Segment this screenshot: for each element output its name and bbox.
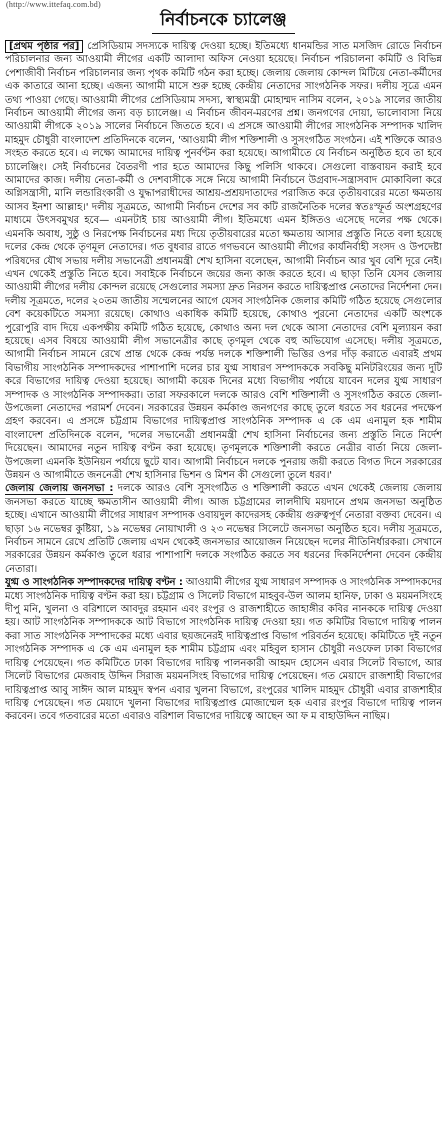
headline-container [0, 10, 447, 34]
headline: নির্বাচনকে চ্যালেঞ্জ [152, 10, 294, 34]
subheading-responsibilities: যুগ্ম ও সাংগঠনিক সম্পাদকদের দায়িত্ব বণ্টন : [5, 577, 183, 589]
source-url: (http://www.ittefaq.com.bd) [6, 0, 101, 9]
paragraph-2 [5, 482, 442, 576]
paragraph-1-text: প্রেসিডিয়াম সদস্যকে দায়িত্ব দেওয়া হচ্ছে। ইতিমধ্যে ধানমন্ডির সাত মসজিদ রোডে নির্বাচন পরিচালনার জন্য আওয়ামী লীগের একটি আলাদা অফিস নেওয়া হয়েছে। নির্বাচন পরিচালনা কমিটি ও বিভিন্ন পেশাজীবী নির্বাচন পরিচালনার জন্য পৃথক কমিটি গঠন করা হচ্ছে। জেলায় জেলায় কোন্দল মিটিয়ে নেতা-কর্মীদের এক কাতারে আনা হচ্ছে। এজন্য আগামী মাসে শুরু হচ্ছে কেন্দ্রীয় নেতাদের সাংগঠনিক সফর। দলীয় সূত্রে এমন তথ্য পাওয়া গেছে। আওয়ামী লীগের প্রেসিডিয়াম সদস্য, স্বাস্থ্যমন্ত্রী মোহাম্মদ নাসিম বলেন, ২০১৯ সালের জাতীয় নির্বাচন আওয়ামী লীগের জন্য বড় চ্যালেঞ্জ। এ নির্বাচন জীবন-মরণের প্রশ্ন। জনগণের দোয়া, ভালোবাসা নিয়ে আওয়ামী লীগকে ২০১৯ সালের নির্বাচনে জিততে হবে। এ প্রসঙ্গে আওয়ামী লীগের সাংগঠনিক সম্পাদক খালিদ মাহমুদ চৌধুরী বাংলাদেশ প্রতিদিনকে বলেন, 'আওয়ামী লীগ শক্তিশালী ও সুসংগঠিত সংগঠন। এই শক্তিকে আরও সংহত করতে হবে। এ লক্ষ্যে আমাদের দায়িত্ব পুনর্বণ্টন করা হয়েছে। আগামীতে যে নির্বাচন অনুষ্ঠিত হবে তা হবে চ্যালেঞ্জিং। সেই নির্বাচনের বৈতরণী পার হতে আমাদের কিছু পলিসি থাকবে। সেগুলো বাস্তবায়ন করাই হবে আমাদের কাজ। দলীয় নেতা-কর্মী ও দেশবাসীকে সঙ্গে নিয়ে আগামী নির্বাচনে উগ্রবাদ-সন্ত্রাসবাদ মোকাবিলা করে অগ্নিসন্ত্রাসী, মানি লন্ডারিংকারী ও যুদ্ধাপরাধীদের আশ্রয়-প্রশ্রয়দাতাদের পরাজিত করে তৃতীয়বারের মতো ক্ষমতায় আসব ইনশা আল্লাহ।' দলীয় সূত্রমতে, আগামী নির্বাচন দেশের সব কটি রাজনৈতিক দলের স্বতঃস্ফূর্ত অংশগ্রহণের মাধ্যমে উৎসবমুখর হবে— এমনটাই চায় আওয়ামী লীগ। ইতিমধ্যে এমন ইঙ্গিতও এসেছে দলের পক্ষ থেকে। এমনকি অবাধ, সুষ্ঠু ও নিরপেক্ষ নির্বাচনের মধ্য দিয়ে তৃতীয়বারের মতো ক্ষমতায় আসার প্রস্তুতি নিতে বলা হয়েছে দলের কেন্দ্র থেকে তৃণমূল নেতাদের। গত বুধবার রাতে গণভবনে আওয়ামী লীগের কার্যনির্বাহী সংসদ ও উপদেষ্টা পরিষদের যৌথ সভায় দলীয় সভানেত্রী প্রধানমন্ত্রী শেখ হাসিনা বলেছেন, আগামী নির্বাচন আর খুব বেশি দূরে নেই। এখন থেকেই প্রস্তুতি নিতে হবে। সবাইকে নির্বাচনে জয়ের জন্য কাজ করতে হবে। এ ছাড়া তিনি যেসব জেলায় আওয়ামী লীগের দলীয় কোন্দল রয়েছে সেগুলোর সমস্যা দ্রুত নিরসন করতে দায়িত্বপ্রাপ্ত নেতাদের নির্দেশনা দেন। দলীয় সূত্রমতে, দলের ২০তম জাতীয় সম্মেলনের আগে যেসব সাংগঠনিক জেলার কমিটি গঠিত হয়েছে সেগুলোর বেশ কয়েকটিতে সমস্যা রয়েছে। কোথাও একাধিক কমিটি হয়েছে, কোথাও পুরনো নেতাদের একটি অংশকে পুরোপুরি বাদ দিয়ে একপক্ষীয় কমিটি গঠিত হয়েছে, কোথাও অন্য দল থেকে আসা নেতাদের বেশি মূল্যায়ন করা হয়েছে। এসব বিষয়ে আওয়ামী লীগ সভানেত্রীর কাছে তৃণমূল থেকে বহু অভিযোগ এসেছে। দলীয় সূত্রমতে, আগামী নির্বাচন সামনে রেখে প্রান্ত থেকে কেন্দ্র পর্যন্ত দলকে শক্তিশালী ভিত্তির ওপর দাঁড় করাতে এবারই প্রথম বিভাগীয় সাংগঠনিক সম্পাদকদের পাশাপাশি দলের চার যুগ্ম সাধারণ সম্পাদককে সবকিছু মনিটরিংয়ের জন্য দুটি করে বিভাগের দায়িত্ব দেওয়া হয়েছে। আগামী কয়েক দিনের মধ্যে বিভাগীয় পর্যায়ে যাবেন দলের যুগ্ম সাধারণ সম্পাদক ও সাংগঠনিক সম্পাদকরা। তারা সফরকালে দলকে আরও বেশি শক্তিশালী ও সুসংগঠিত করতে জেলা-উপজেলা নেতাদের পরামর্শ দেবেন। সরকারের উন্নয়ন কর্মকাণ্ড জনগণের কাছে তুলে ধরতে সব ধরনের পদক্ষেপ গ্রহণ করবেন। এ প্রসঙ্গে চট্টগ্রাম বিভাগের দায়িত্বপ্রাপ্ত সাংগঠনিক সম্পাদক এ কে এম এনামুল হক শামীম বাংলাদেশ প্রতিদিনকে বলেন, 'দলের সভানেত্রী প্রধানমন্ত্রী শেখ হাসিনা নির্বাচনের জন্য প্রস্তুতি নিতে নির্দেশ দিয়েছেন। আমাদের নতুন দায়িত্ব বণ্টন করা হয়েছে। তৃণমূলকে শক্তিশালী করতে নেত্রীর বার্তা নিয়ে জেলা-উপজেলা এমনকি ইউনিয়ন পর্যায়ে ছুটে যাব। আগামী নির্বাচনে দলকে পুনরায় জয়ী করতে বিগত দিনে সরকারের উন্নয়ন ও আগামীতে জননেত্রী শেখ হাসিনার ভিশন ও মিশন কী সেগুলো তুলে ধরব।' [5, 41, 442, 481]
paragraph-3-text: আওয়ামী লীগের যুগ্ম সাধারণ সম্পাদক ও সাংগঠনিক সম্পাদকদের মধ্যে সাংগঠনিক দায়িত্ব বণ্টন করা হয়। চট্টগ্রাম ও সিলেট বিভাগে মাহবুব-উল আলম হানিফ, ঢাকা ও ময়মনসিংহে দীপু মনি, খুলনা ও বরিশালে আবদুর রহমান এবং রংপুর ও রাজশাহীতে জাহাঙ্গীর কবির নানককে দায়িত্ব দেওয়া হয়। আট সাংগঠনিক সম্পাদককে আট বিভাগে সাংগঠনিক দায়িত্ব দেওয়া হয়। গত কমিটির বিভাগে দায়িত্ব পালন করা সাত সাংগঠনিক সম্পাদকের মধ্যে এবার ছয়জনেরই দায়িত্বপ্রাপ্ত বিভাগ পরিবর্তন হয়েছে। কমিটিতে দুই নতুন সাংগঠনিক সম্পাদক এ কে এম এনামুল হক শামীম চট্টগ্রাম এবং মহিবুল হাসান চৌধুরী নওফেল ঢাকা বিভাগের দায়িত্ব পেয়েছেন। গত কমিটিতে ঢাকা বিভাগের দায়িত্ব পালনকারী আহমদ হোসেন এবার সিলেট বিভাগে, আর সিলেট বিভাগের মেজবাহ উদ্দিন সিরাজ ময়মনসিংহ বিভাগের দায়িত্ব পেয়েছেন। গত মেয়াদে রাজশাহী বিভাগের দায়িত্বপ্রাপ্ত আবু সাঈদ আল মাহমুদ স্বপন এবার খুলনা বিভাগে, রংপুরের খালিদ মাহমুদ চৌধুরী এবার রাজশাহীর দায়িত্ব পেয়েছেন। গত মেয়াদে খুলনা বিভাগের দায়িত্বপ্রাপ্ত মোজাম্মেল হক এবার রংপুর বিভাগে দায়িত্ব পালন করবেন। তবে গতবারের মতো এবারও বরিশাল বিভাগের দায়িত্বে আছেন আ ফ ম বাহাউদ্দিন নাছিম। [5, 577, 442, 723]
article-body [5, 40, 442, 1130]
paragraph-2-text: দলকে আরও বেশি সুসংগঠিত ও শক্তিশালী করতে এখন থেকেই জেলায় জেলায় জনসভা করতে যাচ্ছে ক্ষমতাসীন আওয়ামী লীগ। আজ চট্টগ্রামের লালদীঘি ময়দানে প্রথম জনসভা অনুষ্ঠিত হচ্ছে। এখানে আওয়ামী লীগের সাধারণ সম্পাদক ওবায়দুল কাদেরসহ কেন্দ্রীয় গুরুত্বপূর্ণ নেতারা বক্তব্য দেবেন। এ ছাড়া ১৬ নভেম্বর কুষ্টিয়া, ১৯ নভেম্বর নোয়াখালী ও ২৩ নভেম্বর সিলেটে জনসভা অনুষ্ঠিত হবে। দলীয় সূত্রমতে, নির্বাচন সামনে রেখে প্রতিটি জেলায় এখন থেকেই জনসভার আয়োজন নিয়েছেন দলের নীতিনির্ধারকরা। সেখানে সরকারের উন্নয়ন কর্মকাণ্ড তুলে ধরার পাশাপাশি দলকে সংগঠিত করতে সব ধরনের দিকনির্দেশনা দেবেন কেন্দ্রীয় নেতারা। [5, 483, 442, 575]
paragraph-3 [5, 576, 442, 723]
paragraph-1 [5, 40, 442, 482]
subheading-rallies: জেলায় জেলায় জনসভা : [5, 483, 114, 495]
continuation-label: [প্রথম পৃষ্ঠার পর] [5, 40, 83, 53]
